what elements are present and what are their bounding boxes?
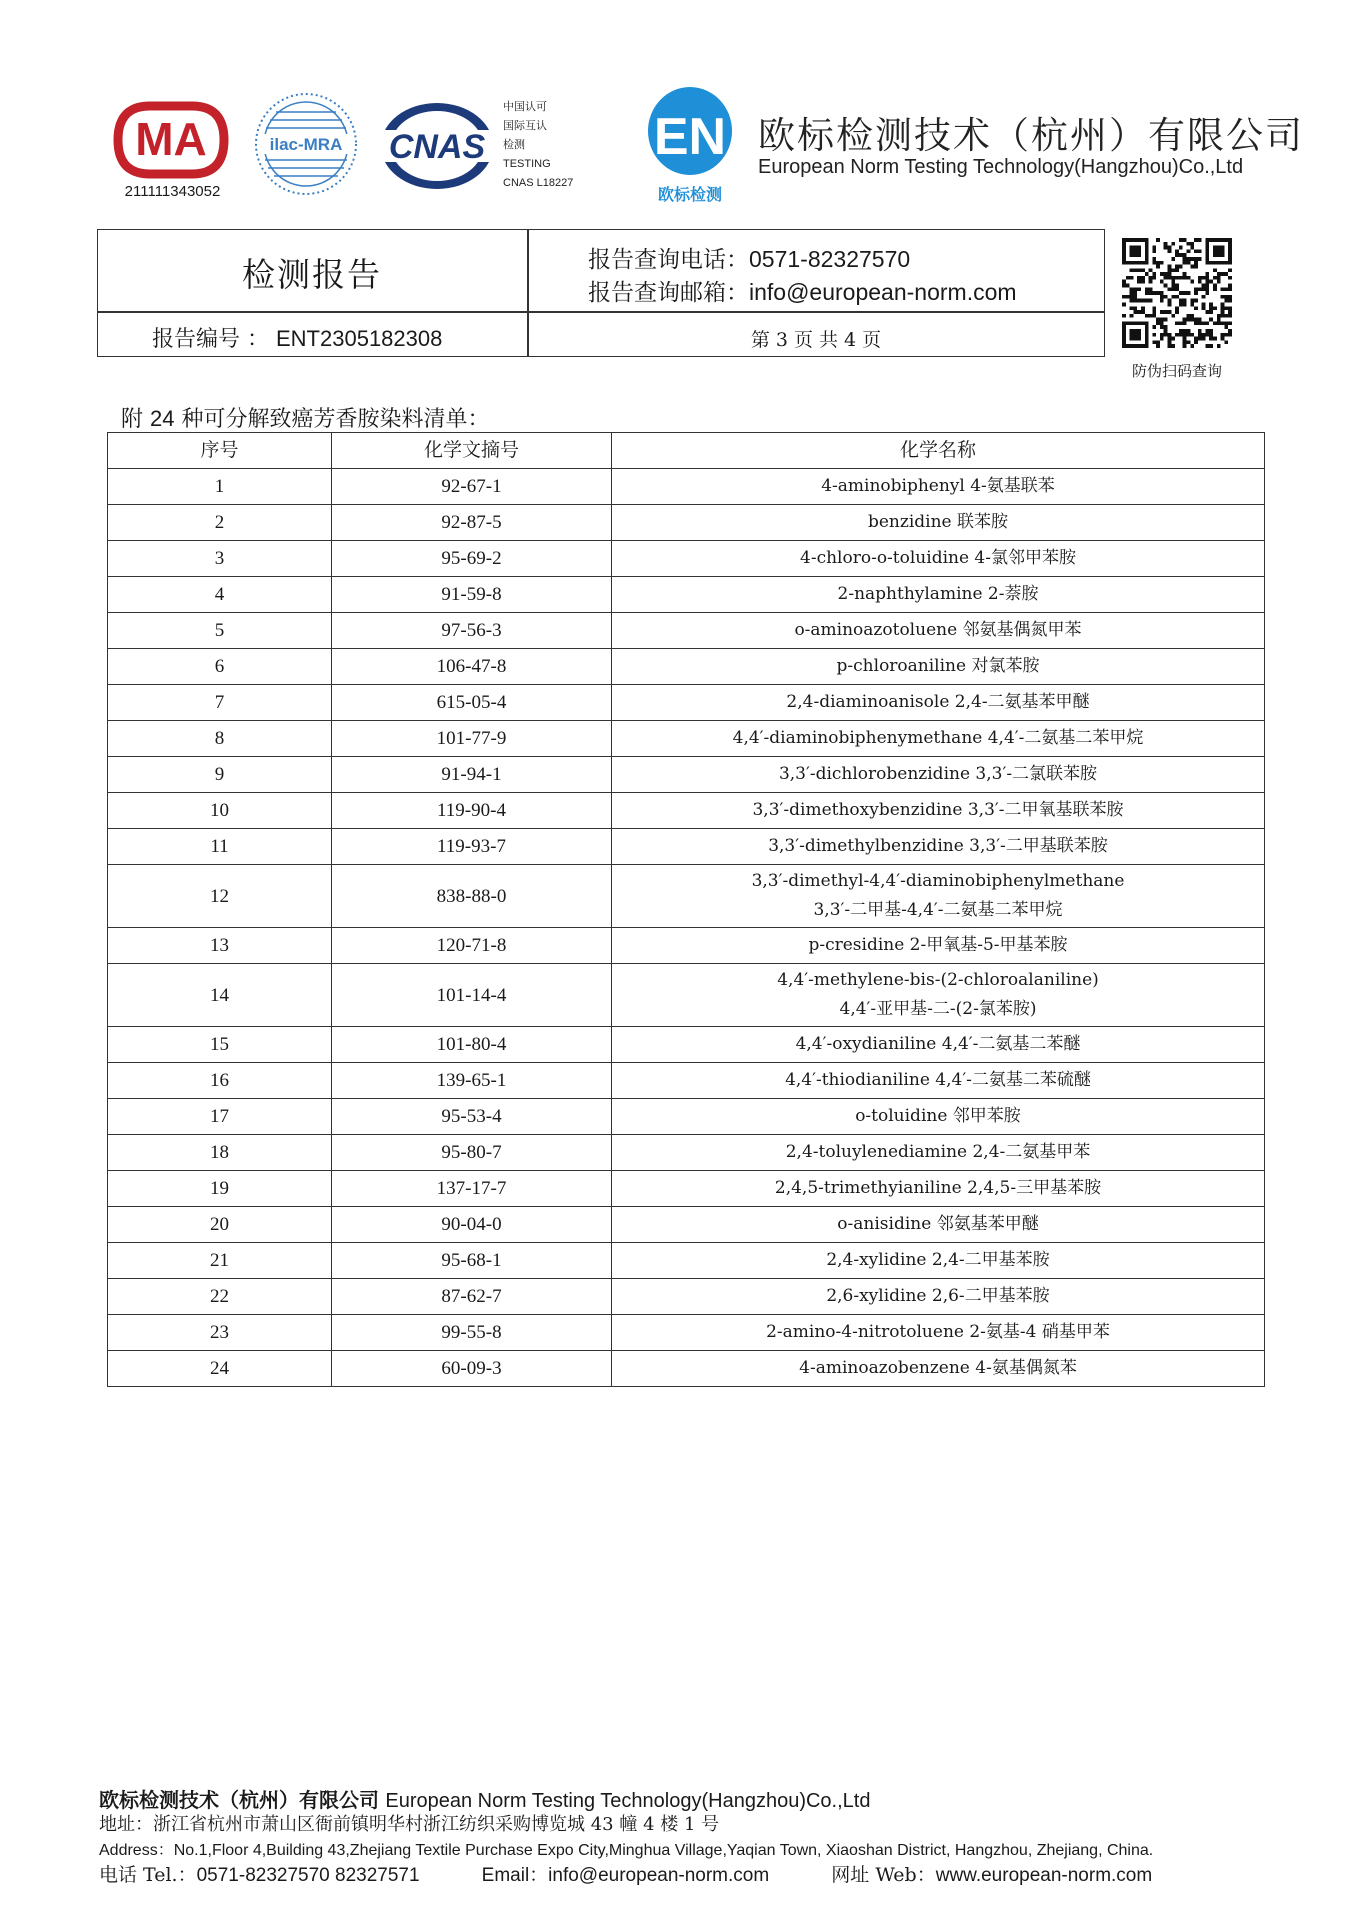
cell-serial-no: 24 [108, 1351, 332, 1387]
cma-number: 211111343052 [124, 183, 221, 200]
cell-chemical-name [612, 1063, 1265, 1099]
cell-chemical-name [612, 577, 1265, 613]
table-row [108, 649, 1265, 685]
chemical-name-line: 2,4-xylidine 2,4-二甲基苯胺 [826, 1250, 1050, 1270]
footer-company [99, 1784, 870, 1813]
svg-text:ilac-MRA: ilac-MRA [269, 135, 343, 154]
footer-email[interactable]: info@european-norm.com [548, 1865, 770, 1886]
caption-prefix: 附 [121, 407, 150, 432]
table-row [108, 1063, 1265, 1099]
cell-serial-no: 2 [108, 505, 332, 541]
table-body [108, 469, 1265, 1387]
cell-chemical-name [612, 1171, 1265, 1207]
qr-code[interactable] [1122, 238, 1232, 348]
chemical-name-line: p-chloroaniline 对氯苯胺 [836, 656, 1040, 676]
cnas-info-line: 国际互认 [503, 120, 547, 132]
table-row [108, 577, 1265, 613]
footer-company-cn: 欧标检测技术（杭州）有限公司 [99, 1788, 379, 1812]
en-company-logo [645, 86, 735, 206]
footer-tel-label: 电话 Tel.： [99, 1864, 197, 1886]
query-phone [588, 241, 910, 274]
table-row [108, 793, 1265, 829]
aromatic-amine-table [107, 432, 1265, 1387]
cell-cas-no: 106-47-8 [332, 649, 612, 685]
table-row [108, 721, 1265, 757]
cell-chemical-name [612, 829, 1265, 865]
cell-cas-no: 137-17-7 [332, 1171, 612, 1207]
table-row [108, 1315, 1265, 1351]
cell-serial-no: 8 [108, 721, 332, 757]
chemical-name-line: 2-amino-4-nitrotoluene 2-氨基-4 硝基甲苯 [766, 1322, 1110, 1342]
cell-serial-no: 4 [108, 577, 332, 613]
cell-chemical-name [612, 793, 1265, 829]
table-header-row [108, 433, 1265, 469]
header-cas-no: 化学文摘号 [332, 433, 612, 469]
chemical-name-line: 2,4-diaminoanisole 2,4-二氨基苯甲醚 [786, 692, 1090, 712]
footer-address-cn: 地址：浙江省杭州市萧山区衙前镇明华村浙江纺织采购博览城 43 幢 4 楼 1 号 [99, 1814, 720, 1835]
table-row [108, 1207, 1265, 1243]
report-number [152, 322, 442, 353]
chemical-name-line: o-anisidine 邻氨基苯甲醚 [837, 1214, 1039, 1234]
company-name-en: European Norm Testing Technology(Hangzhou)Co.,Ltd [758, 156, 1244, 178]
cell-chemical-name [612, 1351, 1265, 1387]
svg-text:EN: EN [653, 108, 727, 166]
cell-cas-no: 95-80-7 [332, 1135, 612, 1171]
chemical-name-line: 4,4′-thiodianiline 4,4′-二氨基二苯硫醚 [785, 1070, 1091, 1090]
cell-cas-no: 101-77-9 [332, 721, 612, 757]
cell-cas-no: 101-80-4 [332, 1027, 612, 1063]
cell-chemical-name [612, 649, 1265, 685]
cell-serial-no: 3 [108, 541, 332, 577]
cell-chemical-name [612, 1279, 1265, 1315]
footer-web-label: 网址 Web： [831, 1864, 936, 1886]
footer-company-en: European Norm Testing Technology(Hangzhou)Co.,Ltd [385, 1790, 871, 1812]
table-caption [121, 402, 489, 433]
cell-cas-no: 92-87-5 [332, 505, 612, 541]
cell-serial-no: 20 [108, 1207, 332, 1243]
chemical-name-line: o-toluidine 邻甲苯胺 [855, 1106, 1021, 1126]
cell-serial-no: 5 [108, 613, 332, 649]
table-row [108, 1243, 1265, 1279]
table-row [108, 469, 1265, 505]
chemical-name-line: 2,4-toluylenediamine 2,4-二氨基甲苯 [785, 1142, 1091, 1162]
cell-chemical-name [612, 613, 1265, 649]
cell-chemical-name [612, 1315, 1265, 1351]
cell-serial-no: 7 [108, 685, 332, 721]
cell-cas-no: 119-93-7 [332, 829, 612, 865]
table-row [108, 685, 1265, 721]
footer-email-label: Email： [481, 1865, 549, 1886]
cell-cas-no: 615-05-4 [332, 685, 612, 721]
table-row [108, 1099, 1265, 1135]
email-label: 报告查询邮箱： [588, 280, 749, 306]
cell-cas-no: 95-68-1 [332, 1243, 612, 1279]
footer-web[interactable]: www.european-norm.com [935, 1865, 1153, 1886]
table-row [108, 964, 1265, 1027]
chemical-name-line: o-aminoazotoluene 邻氨基偶氮甲苯 [794, 620, 1082, 640]
report-title: 检测报告 [242, 255, 382, 294]
query-email [588, 274, 1017, 307]
chemical-name-line: p-cresidine 2-甲氧基-5-甲基苯胺 [808, 935, 1068, 955]
cell-chemical-name [612, 685, 1265, 721]
cell-chemical-name [612, 1243, 1265, 1279]
chemical-name-line: 4-aminoazobenzene 4-氨基偶氮苯 [799, 1358, 1077, 1378]
svg-text:CNAS: CNAS [388, 128, 486, 166]
header-chemical-name: 化学名称 [612, 433, 1265, 469]
table-row [108, 1027, 1265, 1063]
cell-serial-no: 17 [108, 1099, 332, 1135]
footer-contacts [99, 1860, 1152, 1887]
ilac-mra-logo [252, 90, 360, 198]
cell-chemical-name [612, 865, 1265, 928]
chemical-name-line: 3,3′-dimethylbenzidine 3,3′-二甲基联苯胺 [768, 836, 1108, 856]
cell-chemical-name [612, 1027, 1265, 1063]
page-indicator: 第 3 页 共 4 页 [750, 329, 882, 351]
table-row [108, 505, 1265, 541]
cell-chemical-name [612, 1099, 1265, 1135]
svg-text:欧标检测: 欧标检测 [657, 185, 723, 204]
table-row [108, 613, 1265, 649]
cell-cas-no: 60-09-3 [332, 1351, 612, 1387]
table-row [108, 1279, 1265, 1315]
cnas-info-line: CNAS L18227 [503, 177, 574, 189]
cma-logo [110, 100, 232, 180]
table-row [108, 829, 1265, 865]
cell-cas-no: 95-69-2 [332, 541, 612, 577]
cell-serial-no: 15 [108, 1027, 332, 1063]
cell-chemical-name [612, 469, 1265, 505]
cell-cas-no: 91-94-1 [332, 757, 612, 793]
cell-serial-no: 22 [108, 1279, 332, 1315]
cnas-accreditation-text [503, 98, 573, 193]
cell-chemical-name [612, 964, 1265, 1027]
cell-cas-no: 91-59-8 [332, 577, 612, 613]
caption-count: 24 [150, 406, 175, 431]
header-serial-no: 序号 [108, 433, 332, 469]
cell-serial-no: 10 [108, 793, 332, 829]
cell-chemical-name [612, 928, 1265, 964]
cell-serial-no: 1 [108, 469, 332, 505]
table-row [108, 928, 1265, 964]
cnas-info-line: 检测 [503, 139, 525, 151]
report-number-label: 报告编号 ： [152, 327, 269, 352]
chemical-name-line: 2,4,5-trimethyianiline 2,4,5-三甲基苯胺 [774, 1178, 1102, 1198]
cnas-info-line: 中国认可 [503, 101, 547, 113]
chemical-name-line: 4-chloro-o-toluidine 4-氯邻甲苯胺 [800, 548, 1076, 568]
chemical-name-line: 4,4′-diaminobiphenymethane 4,4′-二氨基二苯甲烷 [732, 728, 1144, 748]
chemical-name-line: 4,4′-oxydianiline 4,4′-二氨基二苯醚 [795, 1034, 1081, 1054]
email-value: info@european-norm.com [749, 279, 1017, 305]
cell-serial-no: 21 [108, 1243, 332, 1279]
footer-address-en: Address：No.1,Floor 4,Building 43,Zhejiang Textile Purchase Expo City,Minghua Village,Yaqian Town, Xiaoshan District, Hangzhou, Zhejiang, China. [99, 1842, 1154, 1859]
info-divider-horizontal [97, 311, 1105, 313]
table-row [108, 1171, 1265, 1207]
chemical-name-line: 3,3′-dimethyl-4,4′-diaminobiphenylmethane [751, 871, 1125, 891]
table-row [108, 757, 1265, 793]
cell-cas-no: 87-62-7 [332, 1279, 612, 1315]
cell-cas-no: 120-71-8 [332, 928, 612, 964]
footer-tel: 0571-82327570 82327571 [196, 1865, 420, 1886]
qr-caption: 防伪扫码查询 [1131, 362, 1222, 380]
cell-cas-no: 119-90-4 [332, 793, 612, 829]
cell-chemical-name [612, 757, 1265, 793]
cell-cas-no: 90-04-0 [332, 1207, 612, 1243]
cell-cas-no: 139-65-1 [332, 1063, 612, 1099]
cell-serial-no: 6 [108, 649, 332, 685]
cell-serial-no: 23 [108, 1315, 332, 1351]
chemical-name-line: 2-naphthylamine 2-萘胺 [837, 584, 1039, 604]
cell-serial-no: 9 [108, 757, 332, 793]
cell-chemical-name [612, 541, 1265, 577]
chemical-name-line: 3,3′-二甲基-4,4′-二氨基二苯甲烷 [813, 900, 1063, 920]
cell-cas-no: 97-56-3 [332, 613, 612, 649]
cell-serial-no: 16 [108, 1063, 332, 1099]
phone-label: 报告查询电话： [588, 247, 749, 273]
cell-cas-no: 95-53-4 [332, 1099, 612, 1135]
cell-cas-no: 101-14-4 [332, 964, 612, 1027]
cell-serial-no: 19 [108, 1171, 332, 1207]
chemical-name-line: 4,4′-methylene-bis-(2-chloroalaniline) [777, 970, 1099, 990]
table-row [108, 1351, 1265, 1387]
cell-chemical-name [612, 1135, 1265, 1171]
chemical-name-line: 4,4′-亚甲基-二-(2-氯苯胺) [839, 999, 1037, 1019]
cell-cas-no: 838-88-0 [332, 865, 612, 928]
svg-text:MA: MA [135, 113, 207, 165]
cnas-info-line: TESTING [503, 158, 551, 170]
cell-chemical-name [612, 505, 1265, 541]
report-number-value: ENT2305182308 [276, 326, 443, 351]
chemical-name-line: benzidine 联苯胺 [867, 512, 1009, 532]
cell-serial-no: 18 [108, 1135, 332, 1171]
cell-serial-no: 14 [108, 964, 332, 1027]
cell-cas-no: 92-67-1 [332, 469, 612, 505]
cell-serial-no: 13 [108, 928, 332, 964]
chemical-name-line: 2,6-xylidine 2,6-二甲基苯胺 [826, 1286, 1050, 1306]
table-row [108, 1135, 1265, 1171]
chemical-name-line: 3,3′-dimethoxybenzidine 3,3′-二甲氧基联苯胺 [752, 800, 1124, 820]
cell-serial-no: 12 [108, 865, 332, 928]
cnas-logo [378, 100, 496, 192]
cell-chemical-name [612, 1207, 1265, 1243]
table-row [108, 865, 1265, 928]
company-name-cn: 欧标检测技术（杭州）有限公司 [758, 114, 1304, 157]
table-row [108, 541, 1265, 577]
chemical-name-line: 4-aminobiphenyl 4-氨基联苯 [821, 476, 1055, 496]
chemical-name-line: 3,3′-dichlorobenzidine 3,3′-二氯联苯胺 [778, 764, 1098, 784]
phone-value: 0571-82327570 [749, 246, 911, 272]
caption-suffix: 种可分解致癌芳香胺染料清单： [174, 407, 490, 432]
cell-serial-no: 11 [108, 829, 332, 865]
cell-cas-no: 99-55-8 [332, 1315, 612, 1351]
cell-chemical-name [612, 721, 1265, 757]
